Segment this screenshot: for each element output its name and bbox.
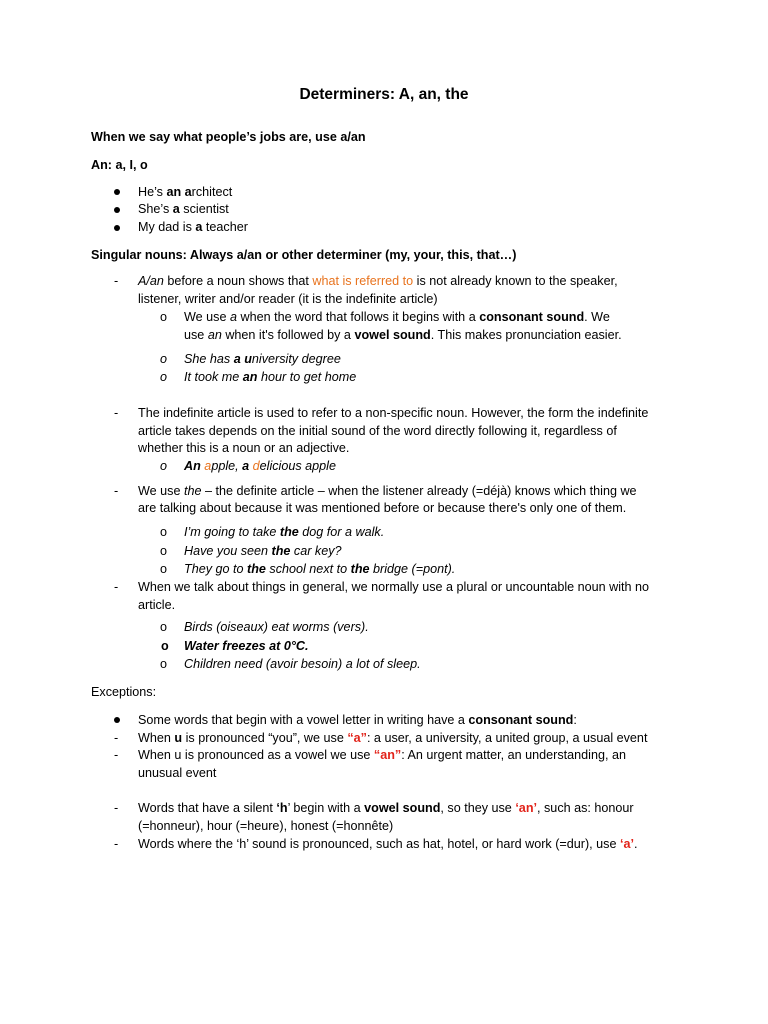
paragraph-line: When we talk about things in general, we normally use a plural or uncountable noun with no	[138, 580, 650, 594]
dash-marker: -	[114, 484, 119, 498]
dash-marker: -	[114, 731, 119, 745]
red-span: ‘an’	[515, 801, 538, 815]
circle-marker: o	[161, 639, 169, 653]
dash-marker: -	[114, 748, 119, 762]
circle-marker: o	[160, 657, 168, 671]
singular-heading: Singular nouns: Always a/an or other determiner (my, your, this, that…)	[91, 248, 517, 262]
text-span: use	[184, 328, 208, 342]
list-item	[138, 800, 634, 818]
highlight-span: a	[204, 459, 212, 473]
italic-span: the	[183, 484, 202, 498]
text-span: They go to	[184, 562, 248, 576]
list-item	[138, 184, 232, 202]
paragraph-line: The indefinite article is used to refer to a non-specific noun. However, the form the indefinite	[138, 406, 649, 420]
text-span: I’m going to take	[184, 525, 280, 539]
text-span: scientist	[179, 202, 229, 216]
italic-span: an	[207, 328, 222, 342]
highlight-span: what is referred to	[312, 274, 414, 288]
example-line: Children need (avoir besoin) a lot of sleep.	[184, 657, 421, 671]
exceptions-label: Exceptions:	[91, 685, 157, 699]
text-span: ’ begin with a	[287, 801, 365, 815]
dash-marker: -	[114, 406, 119, 420]
list-item	[138, 219, 248, 237]
text-span: Have you seen	[184, 544, 272, 558]
text-span: bridge (=pont).	[369, 562, 456, 576]
paragraph-line: article.	[138, 598, 176, 612]
bold-span: a	[242, 459, 253, 473]
paragraph-line: listener, writer and/or reader (it is the indefinite article)	[138, 292, 438, 306]
bold-span: consonant sound	[479, 310, 585, 324]
example-line: Water freezes at 0°C.	[184, 639, 309, 653]
text-span: school next to	[265, 562, 351, 576]
bullet-icon	[114, 189, 120, 195]
text-span: – the definite article – when the listener already (=déjà) knows which thing we	[201, 484, 637, 498]
text-span: .	[634, 837, 638, 851]
dash-marker: -	[114, 837, 119, 851]
text-span: When	[138, 731, 175, 745]
highlight-span: d	[252, 459, 260, 473]
paragraph-line: unusual event	[138, 766, 217, 780]
text-span: Words that have a silent	[138, 801, 277, 815]
paragraph-line	[184, 309, 610, 327]
text-span: We use	[184, 310, 230, 324]
jobs-heading: When we say what people’s jobs are, use a/an	[91, 130, 366, 144]
paragraph-line: are talking about because it was mentioned before or because there's only one of them.	[138, 501, 627, 515]
text-span: It took me	[184, 370, 243, 384]
text-span: before a noun shows that	[163, 274, 313, 288]
text-span: He’s	[138, 185, 167, 199]
dash-marker: -	[114, 801, 119, 815]
text-span: When u is pronounced as a vowel we use	[138, 748, 374, 762]
paragraph-line	[138, 483, 637, 501]
bullet-icon	[114, 225, 120, 231]
text-span: is pronounced “you”, we use	[182, 731, 348, 745]
page-title: Determiners: A, an, the	[299, 86, 469, 103]
text-span: when the word that follows it begins with a	[236, 310, 480, 324]
paragraph-line: (=honneur), hour (=heure), honest (=honnête)	[138, 819, 394, 833]
bold-span: ‘h	[276, 801, 288, 815]
text-span: She has	[184, 352, 234, 366]
circle-marker: o	[160, 620, 168, 634]
circle-marker: o	[160, 310, 168, 324]
text-span: hour to get home	[257, 370, 357, 384]
circle-marker: o	[160, 525, 168, 539]
list-item	[138, 747, 626, 765]
bold-span: the	[247, 562, 266, 576]
text-span: . We	[584, 310, 610, 324]
red-span: “an”	[373, 748, 402, 762]
example-line: Birds (oiseaux) eat worms (vers).	[184, 620, 369, 634]
example-line	[184, 351, 341, 369]
bullet-icon	[114, 717, 120, 723]
text-span: car key?	[290, 544, 342, 558]
bold-span: vowel sound	[364, 801, 441, 815]
bold-span: a	[172, 202, 180, 216]
bold-span: the	[271, 544, 291, 558]
text-span: is not already known to the speaker,	[413, 274, 618, 288]
bold-span: u	[174, 731, 183, 745]
text-span: My dad is	[138, 220, 196, 234]
list-item	[138, 201, 229, 219]
bold-span: the	[279, 525, 299, 539]
example-line	[184, 561, 455, 579]
list-item	[138, 712, 577, 730]
example-line	[184, 458, 336, 476]
text-span: :	[573, 713, 577, 727]
text-span: , such as: honour	[537, 801, 634, 815]
bold-span: consonant sound	[468, 713, 574, 727]
dash-marker: -	[114, 274, 119, 288]
text-span: : a user, a university, a united group, a usual event	[366, 731, 648, 745]
bold-span: the	[350, 562, 370, 576]
circle-marker: o	[160, 562, 168, 576]
text-span: elicious apple	[259, 459, 336, 473]
example-line	[184, 543, 342, 561]
circle-marker: o	[160, 352, 168, 366]
list-item	[138, 730, 647, 748]
bold-span: an	[242, 370, 258, 384]
text-span: dog for a walk.	[298, 525, 385, 539]
bold-span: An	[184, 459, 205, 473]
paragraph-line: whether this is a noun or an adjective.	[138, 441, 350, 455]
text-span: Some words that begin with a vowel letter in writing have a	[138, 713, 469, 727]
text-span: . This makes pronunciation easier.	[430, 328, 622, 342]
example-line	[184, 369, 356, 387]
paragraph-line	[138, 273, 618, 291]
text-span: : An urgent matter, an understanding, an	[401, 748, 626, 762]
text-span: rchitect	[191, 185, 233, 199]
red-span: ‘a’	[619, 837, 634, 851]
text-span: , so they use	[440, 801, 516, 815]
text-span: teacher	[202, 220, 248, 234]
paragraph-line: article takes depends on the initial sound of the word directly following it, regardless of	[138, 424, 617, 438]
bold-span: a	[195, 220, 203, 234]
text-span: pple,	[211, 459, 243, 473]
italic-span: a	[229, 310, 237, 324]
text-span: when it's followed by a	[221, 328, 355, 342]
paragraph-line	[184, 327, 622, 345]
bold-span: vowel sound	[354, 328, 431, 342]
example-line	[184, 524, 384, 542]
list-item	[138, 836, 638, 854]
italic-span: A/an	[138, 274, 164, 288]
bold-span: a u	[233, 352, 252, 366]
text-span: We use	[138, 484, 184, 498]
circle-marker: o	[160, 459, 168, 473]
text-span: She’s	[138, 202, 173, 216]
circle-marker: o	[160, 370, 168, 384]
text-span: Words where the ‘h’ sound is pronounced, such as hat, hotel, or hard work (=dur), use	[138, 837, 620, 851]
bold-span: an a	[166, 185, 192, 199]
circle-marker: o	[160, 544, 168, 558]
text-span: niversity degree	[251, 352, 341, 366]
an-heading: An: a, I, o	[91, 158, 148, 172]
bullet-icon	[114, 207, 120, 213]
dash-marker: -	[114, 580, 119, 594]
red-span: “a”	[347, 731, 367, 745]
